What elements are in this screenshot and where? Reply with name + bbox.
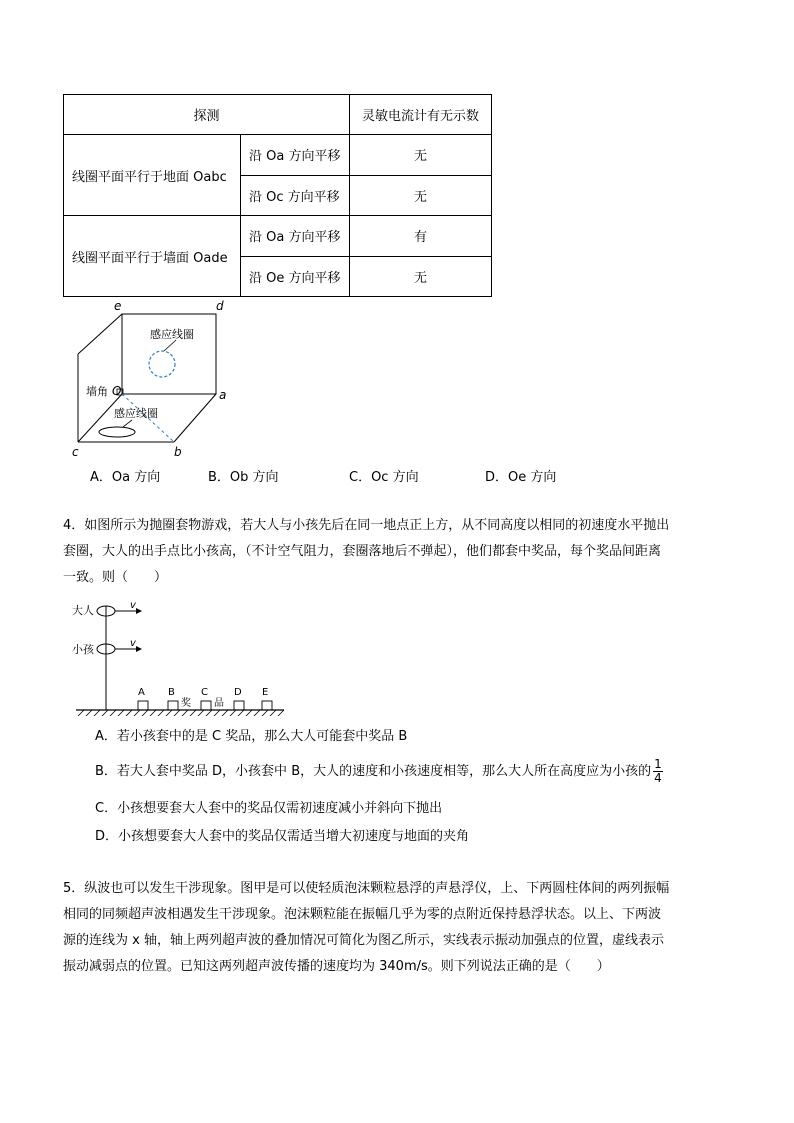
edge-line xyxy=(174,394,216,442)
q4-option-c: C．小孩想要套大人套中的奖品仅需初速度减小并斜向下抛出 xyxy=(95,801,443,816)
arrowhead-icon xyxy=(136,608,142,614)
q3-option-d: D．Oe 方向 xyxy=(485,470,557,485)
prize-word: 奖 xyxy=(181,698,191,709)
q4-stem xyxy=(63,513,733,591)
fraction-one-quarter xyxy=(653,758,663,785)
pointer-line xyxy=(123,420,132,427)
ground-hatch xyxy=(78,710,284,716)
prize-c xyxy=(201,687,211,710)
v-label: v xyxy=(130,600,136,611)
pointer-line xyxy=(164,340,176,351)
probe-table xyxy=(63,94,492,297)
table-header-row xyxy=(64,95,492,135)
q4-option-b xyxy=(95,758,663,785)
floor-coil-icon xyxy=(99,427,135,437)
ring-toss-figure xyxy=(70,598,290,720)
wall-rect xyxy=(122,314,216,394)
wall-corner-figure xyxy=(60,296,250,460)
adult-label: 大人 xyxy=(72,604,94,617)
label-coil-top: 感应线圈 xyxy=(150,328,194,341)
edge-line xyxy=(78,314,122,354)
q4-stem-line: 套圈，大人的出手点比小孩高，（不计空气阻力，套圈落地后不弹起），他们都套中奖品，每个奖品间距离 xyxy=(63,544,662,559)
q4-stem-line: 一致。则（ ） xyxy=(63,570,168,585)
row-result: 无 xyxy=(350,256,492,297)
prize-d xyxy=(234,687,244,710)
q5-stem-line: 源的连线为 x 轴，轴上两列超声波的叠加情况可简化为图乙所示，实线表示振动加强点的位置，虚线表示 xyxy=(63,933,664,948)
row-move: 沿 Oa 方向平移 xyxy=(241,135,350,176)
arrowhead-icon xyxy=(136,646,142,652)
table-row xyxy=(64,135,492,176)
row-plane: 线圈平面平行于墙面 Oade xyxy=(64,216,241,297)
label-coil-bottom: 感应线圈 xyxy=(114,407,158,420)
fraction-numerator: 1 xyxy=(654,757,662,771)
prize-label: A xyxy=(138,687,145,698)
q5-stem-line: 相同的同频超声波相遇发生干涉现象。泡沫颗粒能在振幅几乎为零的点附近保持悬浮状态。以上、下两波 xyxy=(63,907,662,922)
row-move: 沿 Oa 方向平移 xyxy=(241,216,350,257)
prize-label: C xyxy=(201,687,208,698)
prize-e xyxy=(262,687,272,710)
header-result: 灵敏电流计有无示数 xyxy=(350,95,492,135)
v-label: v xyxy=(130,638,136,649)
header-probe: 探测 xyxy=(64,95,350,135)
q5-stem xyxy=(63,876,743,980)
label-O: O xyxy=(112,384,122,398)
q4-option-d: D．小孩想要套大人套中的奖品仅需适当增大初速度与地面的夹角 xyxy=(95,829,470,844)
prize-label: E xyxy=(262,687,269,698)
label-corner: 墙角 xyxy=(86,385,108,398)
label-c: c xyxy=(72,445,79,459)
q4-option-a: A．若小孩套中的是 C 奖品，那么大人可能套中奖品 B xyxy=(95,729,408,744)
row-result: 无 xyxy=(350,135,492,176)
label-a: a xyxy=(219,388,227,402)
q4-option-b-text: B．若大人套中奖品 D，小孩套中 B，大人的速度和小孩速度相等，那么大人所在高度应为小孩的 xyxy=(95,764,652,779)
q5-stem-line: 5．纵波也可以发生干涉现象。图甲是可以使轻质泡沫颗粒悬浮的声悬浮仪，上、下两圆柱体间的两列振幅 xyxy=(63,881,670,896)
prize-a xyxy=(138,687,148,710)
row-plane: 线圈平面平行于地面 Oabc xyxy=(64,135,241,216)
q3-option-a: A．Oa 方向 xyxy=(90,470,161,485)
wall-coil-icon xyxy=(149,351,175,377)
row-result: 无 xyxy=(350,175,492,216)
child-label: 小孩 xyxy=(72,643,94,656)
row-move: 沿 Oc 方向平移 xyxy=(241,175,350,216)
q3-option-c: C．Oc 方向 xyxy=(349,470,419,485)
prize-word: 品 xyxy=(214,698,224,709)
prize-b xyxy=(168,687,178,710)
row-result: 有 xyxy=(350,216,492,257)
label-b: b xyxy=(174,445,182,459)
q4-stem-line: 4．如图所示为抛圈套物游戏，若大人与小孩先后在同一地点正上方，从不同高度以相同的初速度水平抛出 xyxy=(63,518,670,533)
table-row xyxy=(64,216,492,257)
row-move: 沿 Oe 方向平移 xyxy=(241,256,350,297)
label-e: e xyxy=(114,299,122,313)
fraction-denominator: 4 xyxy=(654,771,662,785)
q5-stem-line: 振动减弱点的位置。已知这两列超声波传播的速度均为 340m/s。则下列说法正确的是（ ） xyxy=(63,959,610,974)
prize-label: D xyxy=(234,687,242,698)
label-d: d xyxy=(216,299,224,313)
prize-label: B xyxy=(168,687,175,698)
q3-option-b: B．Ob 方向 xyxy=(208,470,279,485)
